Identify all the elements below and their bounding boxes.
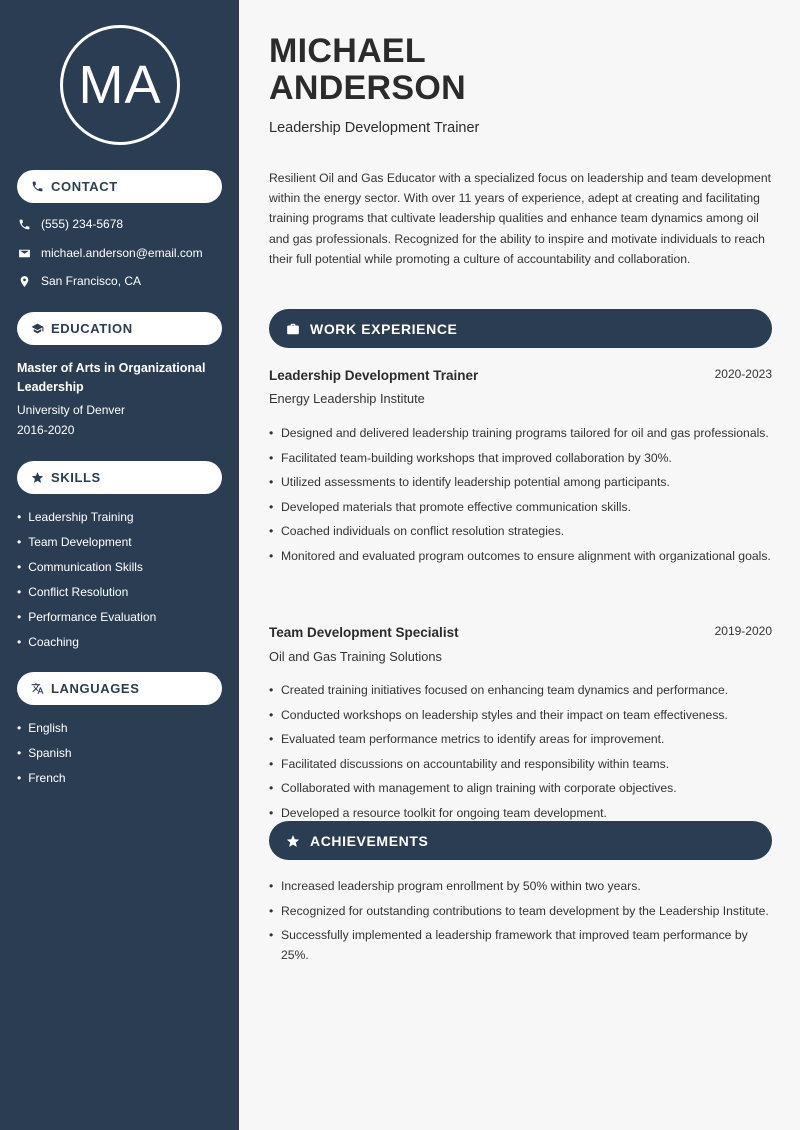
- education-heading-label: EDUCATION: [51, 321, 133, 336]
- skill-item: • Coaching: [17, 633, 156, 658]
- skill-item: • Performance Evaluation: [17, 608, 156, 633]
- achievements-heading: [269, 821, 772, 860]
- job-bullet: • Collaborated with management to align training with corporate objectives.: [269, 779, 772, 799]
- contact-heading-label: CONTACT: [51, 179, 118, 194]
- sidebar: [0, 0, 239, 1130]
- job-dates: 2020-2023: [714, 367, 772, 381]
- star-icon: [30, 471, 44, 485]
- phone-icon: [30, 180, 44, 194]
- job-role-title: Leadership Development Trainer: [269, 120, 480, 136]
- location-pin-icon: [17, 274, 31, 288]
- job-title: Leadership Development Trainer: [269, 368, 479, 383]
- skill-item: • Conflict Resolution: [17, 583, 156, 608]
- achievement-item: • Successfully implemented a leadership framework that improved team performance by 25%.: [269, 926, 772, 965]
- professional-summary: Resilient Oil and Gas Educator with a specialized focus on leadership and team development within the energy sector. With over 11 years of experience, adept at creating and facilitating training programs that cultivate leadership qualities and enhance team dynamics among oil and gas professionals. Recognized for the ability to inspire and motivate individuals to reach their full potential while promoting a culture of accountability and collaboration.: [269, 171, 772, 266]
- languages-heading: [17, 672, 222, 705]
- contact-heading: [17, 170, 222, 203]
- achievements-heading-label: ACHIEVEMENTS: [310, 832, 429, 849]
- education-school: University of Denver: [17, 403, 126, 417]
- job-bullet: • Developed materials that promote effective communication skills.: [269, 498, 772, 518]
- job-bullet: • Evaluated team performance metrics to identify areas for improvement.: [269, 730, 772, 750]
- job-company: Energy Leadership Institute: [269, 391, 425, 406]
- achievement-item: • Increased leadership program enrollment by 50% within two years.: [269, 877, 772, 897]
- job-bullet: • Facilitated discussions on accountability and responsibility within teams.: [269, 755, 772, 775]
- languages-heading-label: LANGUAGES: [51, 681, 140, 696]
- education-years: 2016-2020: [17, 423, 75, 437]
- skill-item: • Team Development: [17, 533, 156, 558]
- first-name: MICHAEL: [269, 32, 426, 70]
- skills-heading: [17, 461, 222, 494]
- job-bullet: • Facilitated team-building workshops that improved collaboration by 30%.: [269, 449, 772, 469]
- full-name: [269, 33, 772, 107]
- language-item: • French: [17, 769, 72, 794]
- monogram-avatar: MA: [60, 25, 180, 145]
- languages-list: [17, 719, 72, 794]
- star-icon: [285, 833, 300, 848]
- skill-item: • Communication Skills: [17, 558, 156, 583]
- job-bullet: • Conducted workshops on leadership styles and their impact on team effectiveness.: [269, 706, 772, 726]
- job-bullet: • Designed and delivered leadership training programs tailored for oil and gas professionals.: [269, 424, 772, 444]
- contact-phone: [17, 217, 123, 231]
- skills-list: [17, 508, 156, 658]
- contact-location-text: San Francisco, CA: [41, 274, 142, 288]
- language-item: • English: [17, 719, 72, 744]
- achievement-item: • Recognized for outstanding contributions to team development by the Leadership Institute.: [269, 902, 772, 922]
- job-bullet: • Utilized assessments to identify leadership potential among participants.: [269, 473, 772, 493]
- translate-icon: [30, 682, 44, 696]
- language-item: • Spanish: [17, 744, 72, 769]
- contact-location: [17, 274, 141, 288]
- achievements-list: [269, 877, 772, 970]
- job-dates: 2019-2020: [714, 624, 772, 638]
- contact-phone-text: (555) 234-5678: [41, 217, 124, 231]
- graduation-cap-icon: [30, 322, 44, 336]
- job-company: Oil and Gas Training Solutions: [269, 649, 442, 664]
- job-title: Team Development Specialist: [269, 625, 459, 640]
- job-bullet: • Developed a resource toolkit for ongoing team development.: [269, 804, 772, 824]
- contact-email[interactable]: [17, 246, 203, 260]
- phone-icon: [17, 217, 31, 231]
- skills-heading-label: SKILLS: [51, 470, 101, 485]
- education-heading: [17, 312, 222, 345]
- skill-item: • Leadership Training: [17, 508, 156, 533]
- work-experience-heading-label: WORK EXPERIENCE: [310, 320, 458, 337]
- last-name: ANDERSON: [269, 69, 466, 107]
- mail-icon: [17, 246, 31, 260]
- education-degree: Master of Arts in Organizational Leadership: [17, 361, 206, 394]
- job-bullet: • Monitored and evaluated program outcomes to ensure alignment with organizational goals.: [269, 547, 772, 567]
- job-bullet: • Created training initiatives focused on enhancing team dynamics and performance.: [269, 681, 772, 701]
- job-bullet: • Coached individuals on conflict resolution strategies.: [269, 522, 772, 542]
- briefcase-icon: [285, 321, 300, 336]
- job-bullets: [269, 681, 772, 828]
- job-bullets: [269, 424, 772, 571]
- contact-email-text: michael.anderson@email.com: [41, 246, 203, 260]
- work-experience-heading: [269, 309, 772, 348]
